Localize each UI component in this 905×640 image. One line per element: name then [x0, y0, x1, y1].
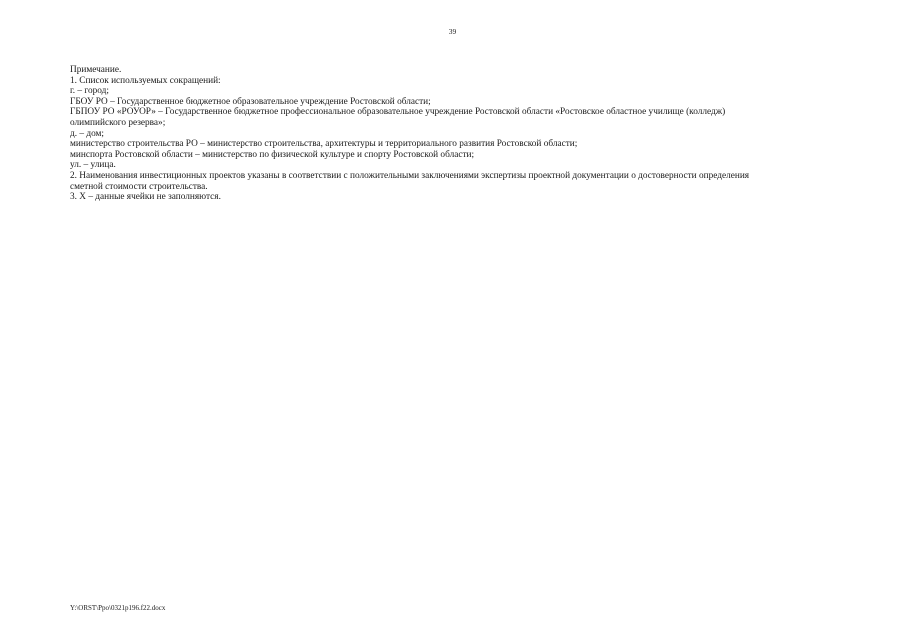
page-number: 39 — [448, 27, 457, 36]
abbr-minsport: минспорта Ростовской области – министерство по физической культуре и спорту Ростовской области; — [70, 149, 475, 160]
abbr-gbou: ГБОУ РО – Государственное бюджетное образовательное учреждение Ростовской области; — [70, 96, 431, 107]
abbr-gbpou-line2: олимпийского резерва»; — [70, 117, 166, 128]
notes-section — [70, 65, 863, 203]
notes-item-2-line2: сметной стоимости строительства. — [70, 181, 208, 192]
abbr-city: г. – город; — [70, 86, 109, 97]
abbr-house: д. – дом; — [70, 128, 105, 139]
notes-item-1: 1. Список используемых сокращений: — [70, 75, 221, 86]
abbr-minstroy: министерство строительства РО – министерство строительства, архитектуры и территориального развития Ростовской области; — [70, 139, 578, 150]
notes-item-2-line1: 2. Наименования инвестиционных проектов указаны в соответствии с положительными заключениями экспертизы проектной документации о достоверности определения — [70, 170, 750, 181]
notes-item-3: 3. Х – данные ячейки не заполняются. — [70, 192, 221, 203]
footer-file-path: Y:\ORST\Ppo\0321p196.f22.docx — [70, 604, 166, 612]
abbr-street: ул. – улица. — [70, 160, 116, 171]
notes-heading: Примечание. — [70, 65, 122, 75]
abbr-gbpou-line1: ГБПОУ РО «РОУОР» – Государственное бюджетное профессиональное образовательное учреждение Ростовской области «Ростовское областное училище (колледж) — [70, 107, 726, 118]
